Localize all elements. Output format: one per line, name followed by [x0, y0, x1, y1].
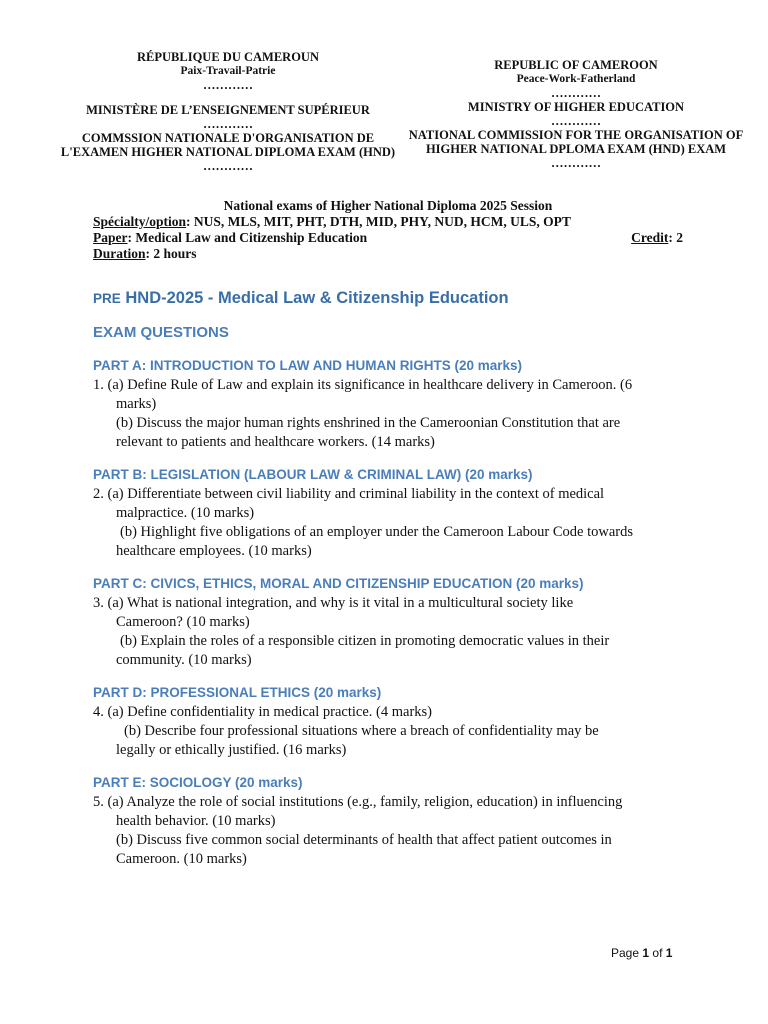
page-label: Page [611, 946, 640, 960]
credit-value: : 2 [668, 230, 683, 245]
separator-dots: ………… [203, 78, 253, 92]
page-of: of [652, 946, 663, 960]
document-subtitle: EXAM QUESTIONS [93, 324, 229, 341]
question-line: legally or ethically justified. (16 marks) [116, 742, 347, 758]
ministry-en: MINISTRY OF HIGHER EDUCATION [467, 100, 685, 114]
part-e-heading: PART E: SOCIOLOGY (20 marks) [93, 775, 303, 790]
commission-en-line1: NATIONAL COMMISSION FOR THE ORGANISATION OF [408, 128, 744, 142]
ministry-fr: MINISTÈRE DE L’ENSEIGNEMENT SUPÉRIEUR [86, 103, 370, 117]
part-b [93, 466, 693, 561]
question-5 [93, 793, 693, 869]
duration-line [93, 246, 683, 262]
question-line: (b) Discuss the major human rights enshrined in the Cameroonian Constitution that are [116, 415, 621, 431]
session-line: National exams of Higher National Diploma 2025 Session [223, 198, 553, 213]
question-line: malpractice. (10 marks) [116, 505, 255, 521]
paper-value: : Medical Law and Citizenship Education [127, 230, 368, 245]
part-d [93, 684, 693, 760]
part-d-heading: PART D: PROFESSIONAL ETHICS (20 marks) [93, 685, 382, 700]
separator-dots: ………… [551, 156, 601, 170]
question-line: community. (10 marks) [116, 652, 252, 668]
paper-label: Paper [93, 230, 128, 245]
part-e [93, 774, 693, 869]
motto-en: Peace-Work-Fatherland [516, 73, 636, 85]
page-total: 1 [665, 946, 673, 960]
part-a [93, 357, 693, 452]
paper-line [93, 230, 683, 246]
motto-fr: Paix-Travail-Patrie [180, 65, 276, 77]
question-line: 1. (a) Define Rule of Law and explain its significance in healthcare delivery in Cameroon. (6 [93, 377, 633, 393]
header-english [398, 58, 754, 170]
question-1 [93, 376, 693, 452]
question-2 [93, 485, 693, 561]
question-line: (b) Highlight five obligations of an employer under the Cameroon Labour Code towards [120, 524, 634, 540]
question-line: Cameroon. (10 marks) [116, 851, 247, 867]
question-line: marks) [116, 396, 157, 412]
part-c [93, 575, 693, 670]
separator-dots: ………… [551, 114, 601, 128]
question-4 [93, 703, 693, 760]
question-line: Cameroon? (10 marks) [116, 614, 250, 630]
commission-fr-line2: L'EXAMEN HIGHER NATIONAL DIPLOMA EXAM (HND) [60, 145, 396, 159]
duration-value: : 2 hours [145, 246, 197, 261]
commission-fr-line1: COMMSSION NATIONALE D'ORGANISATION DE [81, 131, 375, 145]
document-title [93, 289, 509, 308]
credit-label: Credit [631, 230, 669, 245]
question-line: (b) Describe four professional situations where a breach of confidentiality may be [124, 723, 599, 739]
question-line: 2. (a) Differentiate between civil liability and criminal liability in the context of medical [93, 486, 605, 502]
part-a-heading: PART A: INTRODUCTION TO LAW AND HUMAN RIGHTS (20 marks) [93, 358, 523, 373]
page-current: 1 [642, 946, 650, 960]
commission-en-line2: HIGHER NATIONAL DPLOMA EXAM (HND) EXAM [425, 142, 727, 156]
question-line: 4. (a) Define confidentiality in medical practice. (4 marks) [93, 704, 432, 720]
title-prefix: PRE [93, 291, 121, 306]
question-line: relevant to patients and healthcare workers. (14 marks) [116, 434, 435, 450]
duration-label: Duration [93, 246, 146, 261]
separator-dots: ………… [203, 117, 253, 131]
country-name-fr: RÉPUBLIQUE DU CAMEROUN [137, 50, 319, 64]
separator-dots: ………… [203, 159, 253, 173]
country-name-en: REPUBLIC OF CAMEROON [494, 58, 658, 72]
question-line: (b) Discuss five common social determinants of health that affect patient outcomes in [116, 832, 612, 848]
question-line: health behavior. (10 marks) [116, 813, 276, 829]
specialty-value: : NUS, MLS, MIT, PHT, DTH, MID, PHY, NUD, HCM, ULS, OPT [186, 214, 571, 229]
part-b-heading: PART B: LEGISLATION (LABOUR LAW & CRIMINAL LAW) (20 marks) [93, 467, 533, 482]
page-number [611, 946, 672, 960]
exam-info [93, 198, 683, 262]
question-line: 5. (a) Analyze the role of social institutions (e.g., family, religion, education) in influencing [93, 794, 623, 810]
header-french [60, 50, 396, 173]
question-3 [93, 594, 693, 670]
part-c-heading: PART C: CIVICS, ETHICS, MORAL AND CITIZENSHIP EDUCATION (20 marks) [93, 576, 584, 591]
title-text: HND-2025 - Medical Law & Citizenship Education [125, 289, 509, 307]
separator-dots: ………… [551, 86, 601, 100]
question-line: 3. (a) What is national integration, and why is it vital in a multicultural society like [93, 595, 574, 611]
question-line: healthcare employees. (10 marks) [116, 543, 312, 559]
question-line: (b) Explain the roles of a responsible citizen in promoting democratic values in their [120, 633, 610, 649]
specialty-label: Spécialty/option [93, 214, 187, 229]
specialty-line [93, 214, 683, 230]
